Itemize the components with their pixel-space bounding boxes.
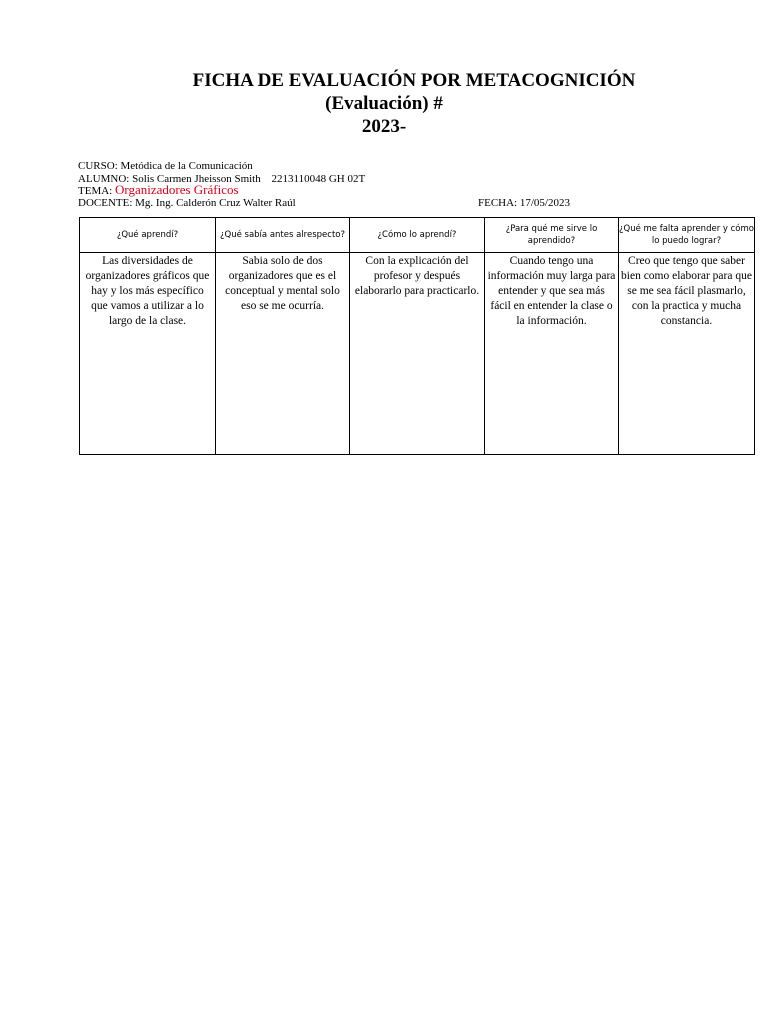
teacher-label: DOCENTE: <box>78 197 133 209</box>
answer-cell <box>485 253 619 455</box>
form-title: FICHA DE EVALUACIÓN POR METACOGNICIÓN <box>192 70 636 91</box>
answer-text: Sabia solo de dos organizadores que es el conceptual y mental solo eso se me ocurría. <box>225 255 340 312</box>
topic-line <box>78 184 239 197</box>
teacher-value: Mg. Ing. Calderón Cruz Walter Raúl <box>135 197 296 209</box>
topic-value: Organizadores Gráficos <box>114 182 239 197</box>
column-header: ¿Cómo lo aprendí? <box>350 218 485 253</box>
answer-cell <box>350 253 485 455</box>
answer-text: Las diversidades de organizadores gráficos que hay y los más específico que vamos a utilizar a lo largo de la clase. <box>85 255 210 327</box>
evaluation-number: (Evaluación) # <box>325 93 443 114</box>
column-header: ¿Qué sabía antes alrespecto? <box>216 218 350 253</box>
date-value: 17/05/2023 <box>519 197 570 209</box>
course-label: CURSO: <box>78 160 118 172</box>
year-label: 2023- <box>361 116 407 137</box>
student-code: 2213110048 GH 02T <box>271 173 366 185</box>
date-line <box>478 197 570 209</box>
answer-cell <box>80 253 216 455</box>
answer-text: Cuando tengo una información muy larga para entender y que sea más fácil en entender la clase o la información. <box>487 255 616 327</box>
course-value: Metódica de la Comunicación <box>120 160 253 172</box>
student-label: ALUMNO: <box>78 173 130 185</box>
topic-label: TEMA: <box>78 185 113 197</box>
answer-cell <box>216 253 350 455</box>
answer-text: Creo que tengo que saber bien como elaborar para que se me sea fácil plasmarlo, con la practica y mucha constancia. <box>621 255 752 327</box>
student-name: Solis Carmen Jheisson Smith <box>132 173 261 185</box>
table-header-row <box>80 218 755 253</box>
table-row <box>80 253 755 455</box>
course-line <box>78 160 253 172</box>
answer-cell <box>619 253 755 455</box>
date-label: FECHA: <box>478 197 518 209</box>
column-header: ¿Qué me falta aprender y cómo lo puedo lograr? <box>619 218 755 253</box>
teacher-line <box>78 197 296 209</box>
answer-text: Con la explicación del profesor y después elaborarlo para practicarlo. <box>354 255 480 297</box>
column-header: ¿Para qué me sirve lo aprendido? <box>485 218 619 253</box>
column-header: ¿Qué aprendí? <box>80 218 216 253</box>
metacognition-table <box>79 217 755 455</box>
